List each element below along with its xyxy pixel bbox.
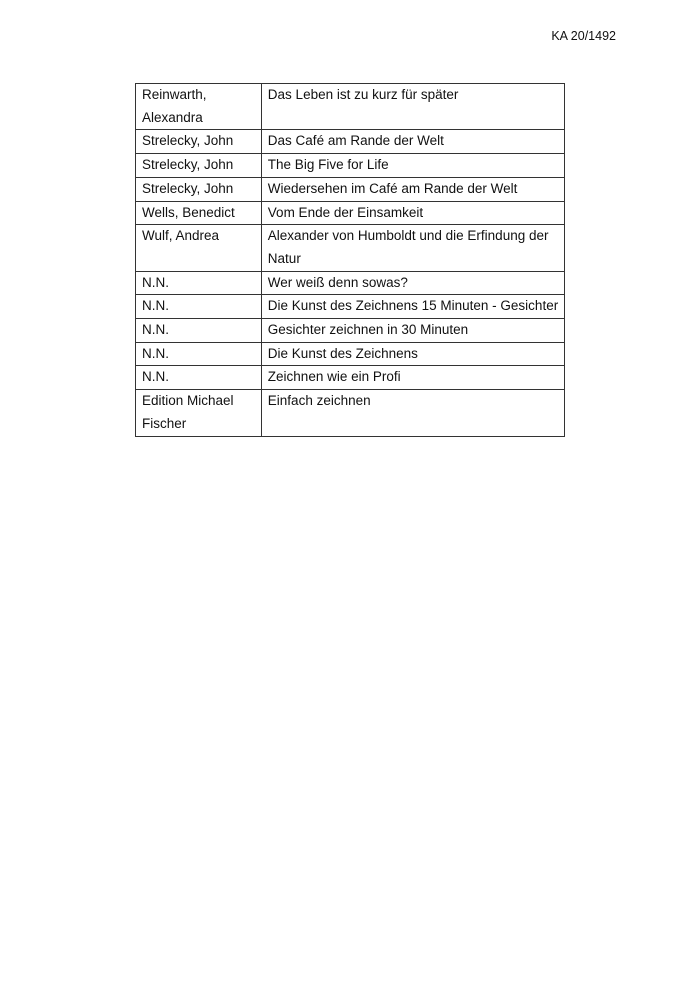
author-line: Strelecky, John <box>142 180 234 196</box>
title-cell: The Big Five for Life <box>261 154 564 178</box>
table-row <box>136 295 565 319</box>
author-cell <box>136 130 262 154</box>
table-row <box>136 84 565 130</box>
author-line: N.N. <box>142 345 169 361</box>
title-cell: Das Leben ist zu kurz für später <box>261 84 564 130</box>
title-cell: Das Café am Rande der Welt <box>261 130 564 154</box>
table-row <box>136 271 565 295</box>
title-cell: Gesichter zeichnen in 30 Minuten <box>261 319 564 343</box>
author-line: N.N. <box>142 369 169 385</box>
table-row <box>136 390 565 436</box>
table-row <box>136 201 565 225</box>
table-row <box>136 342 565 366</box>
page-reference: KA 20/1492 <box>551 29 616 43</box>
table-row <box>136 154 565 178</box>
author-line: Wulf, Andrea <box>142 228 220 244</box>
author-line: Fischer <box>142 415 187 431</box>
author-line: Edition Michael <box>142 393 234 409</box>
author-cell <box>136 366 262 390</box>
title-cell: Vom Ende der Einsamkeit <box>261 201 564 225</box>
book-table <box>135 83 565 437</box>
author-cell <box>136 319 262 343</box>
title-cell: Zeichnen wie ein Profi <box>261 366 564 390</box>
author-cell <box>136 271 262 295</box>
author-line: Strelecky, John <box>142 133 234 149</box>
title-cell: Wer weiß denn sowas? <box>261 271 564 295</box>
title-cell: Wiedersehen im Café am Rande der Welt <box>261 177 564 201</box>
author-cell <box>136 390 262 436</box>
author-cell <box>136 201 262 225</box>
title-cell: Die Kunst des Zeichnens 15 Minuten - Gesichter <box>261 295 564 319</box>
author-line: N.N. <box>142 322 169 338</box>
author-cell <box>136 342 262 366</box>
author-cell <box>136 295 262 319</box>
table-row <box>136 366 565 390</box>
author-line: Strelecky, John <box>142 157 234 173</box>
author-line: Reinwarth, <box>142 87 207 102</box>
author-cell <box>136 225 262 271</box>
author-line: N.N. <box>142 274 169 290</box>
table-row <box>136 177 565 201</box>
author-cell <box>136 154 262 178</box>
author-line: Wells, Benedict <box>142 204 235 220</box>
title-cell: Alexander von Humboldt und die Erfindung der Natur <box>261 225 564 271</box>
author-line: N.N. <box>142 298 169 314</box>
table-row <box>136 319 565 343</box>
author-cell <box>136 84 262 130</box>
author-line: Alexandra <box>142 109 203 125</box>
author-cell <box>136 177 262 201</box>
title-cell: Einfach zeichnen <box>261 390 564 436</box>
title-cell: Die Kunst des Zeichnens <box>261 342 564 366</box>
table-row <box>136 130 565 154</box>
table-row <box>136 225 565 271</box>
